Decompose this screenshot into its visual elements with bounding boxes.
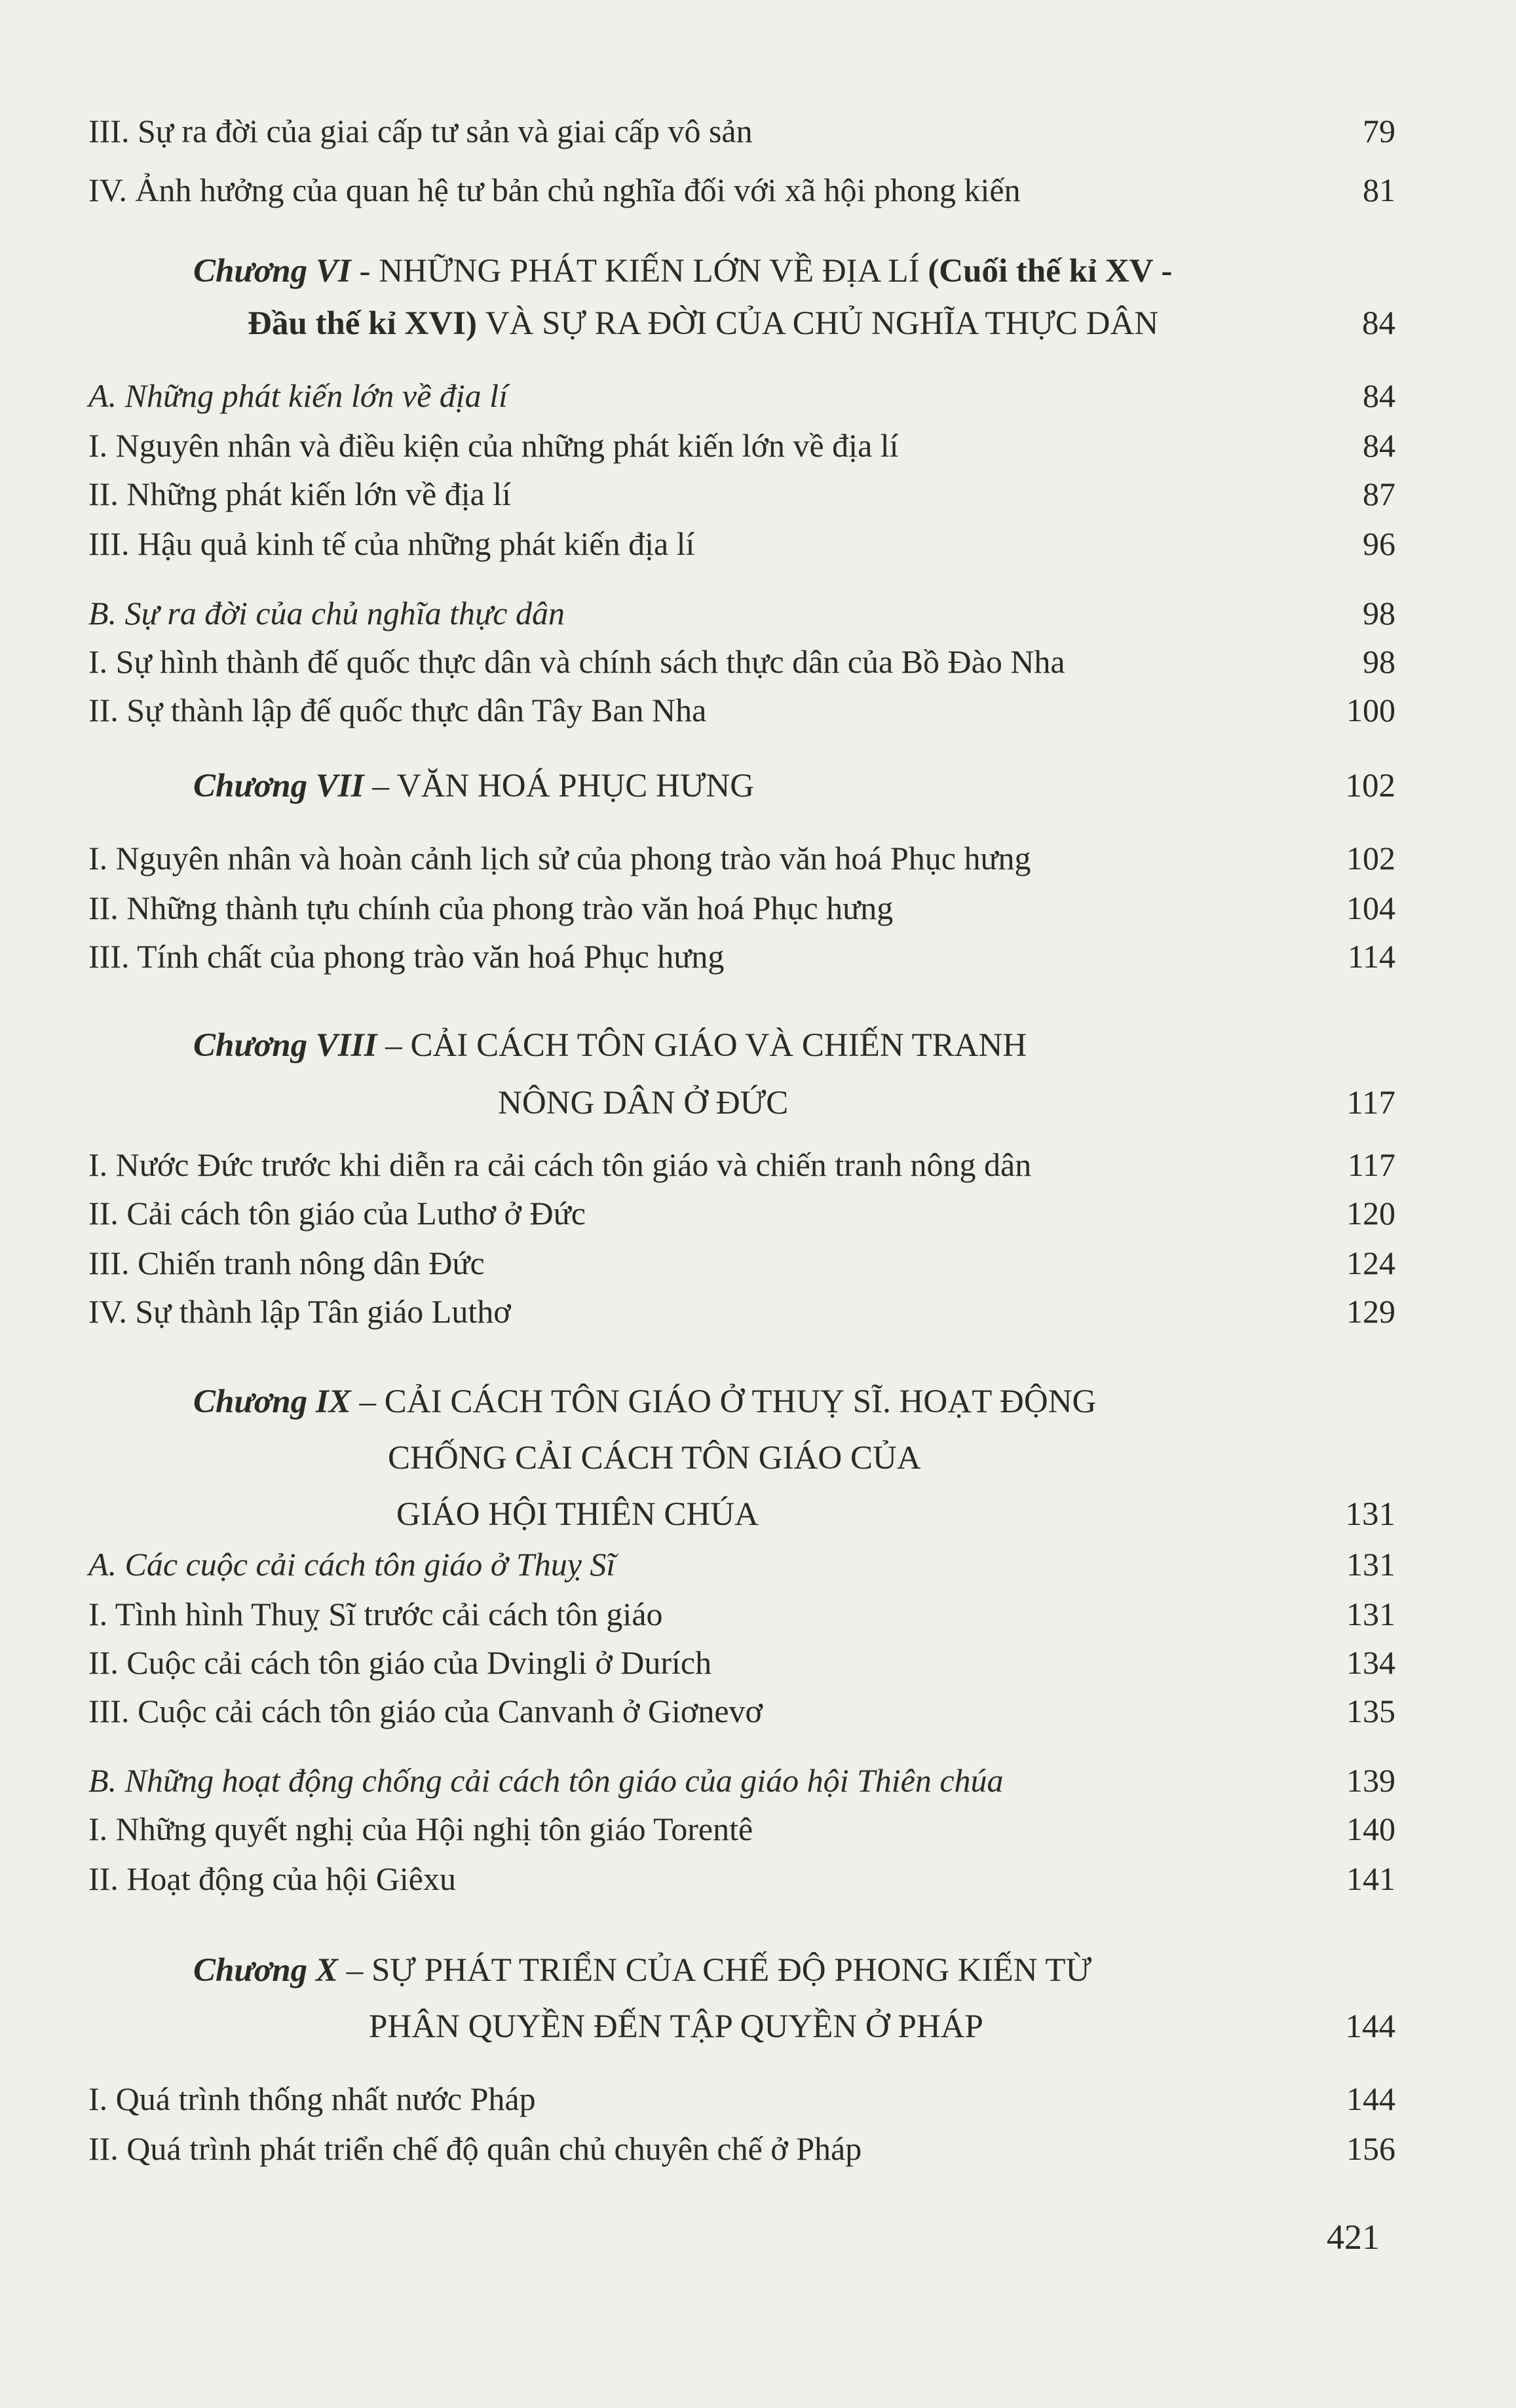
- entry-page: 131: [1346, 1596, 1395, 1632]
- toc-section: [88, 1761, 1395, 1800]
- toc-entry: [88, 1809, 1395, 1849]
- entry-title: IV. Sự thành lập Tân giáo Luthơ: [88, 1293, 511, 1330]
- toc-entry: [88, 2129, 1395, 2168]
- toc-entry: [88, 426, 1395, 465]
- entry-page: 84: [1363, 377, 1395, 414]
- entry-page: 144: [1346, 2080, 1395, 2117]
- toc-entry: [88, 1194, 1395, 1233]
- toc-entry: [88, 1691, 1395, 1731]
- toc-entry: [88, 1145, 1395, 1184]
- entry-page: 98: [1363, 595, 1395, 631]
- entry-title: I. Nguyên nhân và hoàn cảnh lịch sử của phong trào văn hoá Phục hưng: [88, 840, 1031, 876]
- toc-section: [88, 593, 1395, 633]
- chapter-heading-cont: CHỐNG CẢI CÁCH TÔN GIÁO CỦA: [388, 1440, 921, 1477]
- entry-page: 141: [1346, 1860, 1395, 1897]
- entry-title: I. Tình hình Thuỵ Sĩ trước cải cách tôn giáo: [88, 1596, 663, 1632]
- entry-page: 124: [1346, 1245, 1395, 1281]
- entry-title: II. Hoạt động của hội Giêxu: [88, 1860, 456, 1897]
- entry-page: 114: [1347, 938, 1395, 975]
- entry-title: I. Nước Đức trước khi diễn ra cải cách tôn giáo và chiến tranh nông dân: [88, 1146, 1032, 1183]
- toc-entry: [88, 1594, 1395, 1634]
- chapter-heading-cont: NÔNG DÂN Ở ĐỨC: [498, 1085, 789, 1121]
- entry-title: I. Những quyết nghị của Hội nghị tôn giáo Torentê: [88, 1811, 753, 1847]
- entry-title: I. Nguyên nhân và điều kiện của những phát kiến lớn về địa lí: [88, 427, 899, 464]
- chapter-page: 84: [1362, 305, 1395, 342]
- entry-page: 84: [1363, 427, 1395, 464]
- entry-title: II. Những thành tựu chính của phong trào văn hoá Phục hưng: [88, 890, 894, 926]
- chapter-page: 144: [1345, 2008, 1395, 2045]
- chapter-heading: Chương VII – VĂN HOÁ PHỤC HƯNG: [193, 768, 755, 804]
- page-number: 421: [1327, 2217, 1380, 2257]
- entry-page: 120: [1346, 1195, 1395, 1232]
- chapter-heading-cont: PHÂN QUYỀN ĐẾN TẬP QUYỀN Ở PHÁP: [369, 2008, 983, 2045]
- toc-entry: [88, 690, 1395, 730]
- entry-title: III. Cuộc cải cách tôn giáo của Canvanh ở Giơnevơ: [88, 1693, 763, 1729]
- entry-page: 81: [1363, 172, 1395, 208]
- entry-page: 156: [1346, 2130, 1395, 2167]
- toc-entry: [88, 888, 1395, 928]
- section-title: B. Những hoạt động chống cải cách tôn giáo của giáo hội Thiên chúa: [88, 1762, 1004, 1799]
- chapter-heading: Chương VI - NHỮNG PHÁT KIẾN LỚN VỀ ĐỊA LÍ (Cuối thế kỉ XV -: [193, 253, 1173, 290]
- entry-title: II. Cuộc cải cách tôn giáo của Dvingli ở Durích: [88, 1644, 712, 1681]
- toc-entry: [88, 1292, 1395, 1331]
- section-title: A. Các cuộc cải cách tôn giáo ở Thuỵ Sĩ: [88, 1546, 616, 1583]
- entry-page: 139: [1346, 1762, 1395, 1799]
- entry-page: 87: [1363, 476, 1395, 512]
- toc-entry: [88, 838, 1395, 878]
- entry-title: II. Cải cách tôn giáo của Luthơ ở Đức: [88, 1195, 586, 1232]
- entry-title: II. Những phát kiến lớn về địa lí: [88, 476, 512, 512]
- toc-entry: [88, 937, 1395, 976]
- section-title: B. Sự ra đời của chủ nghĩa thực dân: [88, 595, 565, 631]
- entry-page: 79: [1363, 113, 1395, 149]
- chapter-page: 117: [1346, 1085, 1395, 1121]
- entry-page: 117: [1347, 1146, 1395, 1183]
- chapter-heading: Chương VIII – CẢI CÁCH TÔN GIÁO VÀ CHIẾN TRANH: [193, 1027, 1027, 1064]
- entry-title: III. Tính chất của phong trào văn hoá Phục hưng: [88, 938, 725, 975]
- entry-page: 102: [1346, 840, 1395, 876]
- toc-entry: [88, 170, 1395, 210]
- entry-page: 134: [1346, 1644, 1395, 1681]
- toc-section: [88, 376, 1395, 415]
- toc-entry: [88, 1243, 1395, 1283]
- chapter-page: 131: [1345, 1496, 1395, 1533]
- toc-entry: [88, 111, 1395, 151]
- toc-entry: [88, 524, 1395, 563]
- entry-title: IV. Ảnh hưởng của quan hệ tư bản chủ nghĩa đối với xã hội phong kiến: [88, 172, 1021, 208]
- entry-page: 129: [1346, 1293, 1395, 1330]
- toc-entry: [88, 2079, 1395, 2118]
- chapter-heading-cont: Đầu thế kỉ XVI) VÀ SỰ RA ĐỜI CỦA CHỦ NGHĨA THỰC DÂN: [248, 305, 1159, 342]
- entry-page: 135: [1346, 1693, 1395, 1729]
- entry-title: III. Chiến tranh nông dân Đức: [88, 1245, 485, 1281]
- entry-page: 140: [1346, 1811, 1395, 1847]
- toc-entry: [88, 1643, 1395, 1682]
- chapter-heading-cont: GIÁO HỘI THIÊN CHÚA: [396, 1496, 759, 1533]
- chapter-heading: Chương IX – CẢI CÁCH TÔN GIÁO Ở THUỴ SĨ. HOẠT ĐỘNG: [193, 1383, 1097, 1420]
- entry-title: III. Sự ra đời của giai cấp tư sản và giai cấp vô sản: [88, 113, 753, 149]
- toc-entry: [88, 474, 1395, 514]
- toc-section: [88, 1545, 1395, 1584]
- toc-entry: [88, 642, 1395, 681]
- entry-title: I. Sự hình thành đế quốc thực dân và chính sách thực dân của Bồ Đào Nha: [88, 643, 1065, 680]
- entry-page: 98: [1363, 643, 1395, 680]
- entry-page: 100: [1346, 692, 1395, 728]
- toc-entry: [88, 1859, 1395, 1898]
- entry-page: 96: [1363, 525, 1395, 562]
- entry-title: II. Quá trình phát triển chế độ quân chủ chuyên chế ở Pháp: [88, 2130, 862, 2167]
- chapter-page: 102: [1345, 768, 1395, 804]
- entry-page: 104: [1346, 890, 1395, 926]
- entry-title: II. Sự thành lập đế quốc thực dân Tây Ban Nha: [88, 692, 707, 728]
- entry-title: I. Quá trình thống nhất nước Pháp: [88, 2080, 536, 2117]
- entry-title: III. Hậu quả kinh tế của những phát kiến địa lí: [88, 525, 695, 562]
- chapter-heading: Chương X – SỰ PHÁT TRIỂN CỦA CHẾ ĐỘ PHONG KIẾN TỪ: [193, 1952, 1092, 1989]
- section-title: A. Những phát kiến lớn về địa lí: [88, 377, 508, 414]
- entry-page: 131: [1346, 1546, 1395, 1583]
